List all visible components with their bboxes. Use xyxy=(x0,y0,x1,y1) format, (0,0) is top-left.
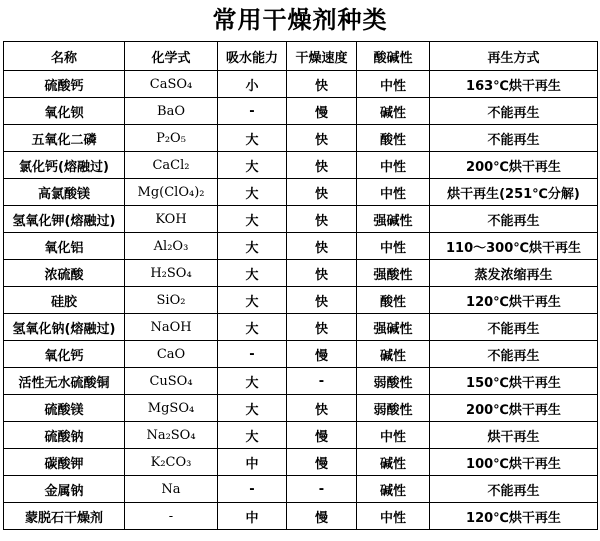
cell-acidity: 酸性 xyxy=(357,125,430,152)
desiccant-table xyxy=(3,41,598,530)
table-row xyxy=(4,233,598,260)
cell-name: 硫酸钙 xyxy=(4,71,125,98)
cell-regen: 不能再生 xyxy=(430,341,598,368)
cell-acidity: 中性 xyxy=(357,422,430,449)
cell-formula: H₂SO₄ xyxy=(125,260,218,287)
cell-name: 硅胶 xyxy=(4,287,125,314)
cell-name: 活性无水硫酸铜 xyxy=(4,368,125,395)
cell-speed: 快 xyxy=(287,395,357,422)
cell-speed: 快 xyxy=(287,152,357,179)
cell-speed: 快 xyxy=(287,260,357,287)
table-row xyxy=(4,422,598,449)
cell-absorb: 大 xyxy=(218,152,287,179)
cell-absorb: 大 xyxy=(218,233,287,260)
cell-regen: 不能再生 xyxy=(430,125,598,152)
cell-absorb: 大 xyxy=(218,179,287,206)
cell-formula: CaSO₄ xyxy=(125,71,218,98)
cell-regen: 不能再生 xyxy=(430,314,598,341)
table-header xyxy=(4,42,598,71)
cell-acidity: 酸性 xyxy=(357,287,430,314)
cell-regen: 烘干再生(251℃分解) xyxy=(430,179,598,206)
cell-name: 浓硫酸 xyxy=(4,260,125,287)
table-row xyxy=(4,179,598,206)
cell-speed: 快 xyxy=(287,179,357,206)
cell-regen: 200℃烘干再生 xyxy=(430,395,598,422)
cell-formula: Na xyxy=(125,476,218,503)
table-row xyxy=(4,71,598,98)
cell-name: 氢氧化钾(熔融过) xyxy=(4,206,125,233)
cell-formula: - xyxy=(125,503,218,530)
cell-name: 氢氧化钠(熔融过) xyxy=(4,314,125,341)
cell-absorb: 小 xyxy=(218,71,287,98)
cell-absorb: 大 xyxy=(218,287,287,314)
cell-regen: 不能再生 xyxy=(430,476,598,503)
cell-absorb: 大 xyxy=(218,260,287,287)
table-row xyxy=(4,503,598,530)
header-absorb: 吸水能力 xyxy=(218,42,287,71)
cell-regen: 120℃烘干再生 xyxy=(430,287,598,314)
cell-name: 氧化钡 xyxy=(4,98,125,125)
table-row xyxy=(4,341,598,368)
cell-regen: 烘干再生 xyxy=(430,422,598,449)
cell-absorb: 大 xyxy=(218,206,287,233)
cell-speed: 快 xyxy=(287,125,357,152)
cell-regen: 100℃烘干再生 xyxy=(430,449,598,476)
cell-speed: - xyxy=(287,476,357,503)
cell-formula: CuSO₄ xyxy=(125,368,218,395)
table-row xyxy=(4,449,598,476)
cell-acidity: 弱酸性 xyxy=(357,395,430,422)
cell-name: 氯化钙(熔融过) xyxy=(4,152,125,179)
cell-formula: Mg(ClO₄)₂ xyxy=(125,179,218,206)
cell-acidity: 强碱性 xyxy=(357,206,430,233)
cell-regen: 蒸发浓缩再生 xyxy=(430,260,598,287)
cell-name: 金属钠 xyxy=(4,476,125,503)
cell-acidity: 中性 xyxy=(357,152,430,179)
table-row xyxy=(4,314,598,341)
cell-name: 氧化钙 xyxy=(4,341,125,368)
header-speed: 干燥速度 xyxy=(287,42,357,71)
cell-name: 高氯酸镁 xyxy=(4,179,125,206)
cell-speed: 慢 xyxy=(287,422,357,449)
table-row xyxy=(4,287,598,314)
table-row xyxy=(4,368,598,395)
cell-regen: 120℃烘干再生 xyxy=(430,503,598,530)
header-name: 名称 xyxy=(4,42,125,71)
cell-speed: 慢 xyxy=(287,449,357,476)
header-formula: 化学式 xyxy=(125,42,218,71)
cell-speed: 快 xyxy=(287,314,357,341)
cell-regen: 不能再生 xyxy=(430,98,598,125)
cell-formula: CaO xyxy=(125,341,218,368)
cell-absorb: - xyxy=(218,476,287,503)
cell-name: 硫酸钠 xyxy=(4,422,125,449)
cell-acidity: 强碱性 xyxy=(357,314,430,341)
cell-acidity: 中性 xyxy=(357,179,430,206)
cell-acidity: 强酸性 xyxy=(357,260,430,287)
cell-regen: 110～300℃烘干再生 xyxy=(430,233,598,260)
cell-acidity: 碱性 xyxy=(357,98,430,125)
header-acidity: 酸碱性 xyxy=(357,42,430,71)
cell-regen: 200℃烘干再生 xyxy=(430,152,598,179)
cell-formula: CaCl₂ xyxy=(125,152,218,179)
cell-name: 硫酸镁 xyxy=(4,395,125,422)
cell-acidity: 中性 xyxy=(357,233,430,260)
cell-formula: P₂O₅ xyxy=(125,125,218,152)
cell-speed: 慢 xyxy=(287,503,357,530)
table-row xyxy=(4,98,598,125)
table-row xyxy=(4,152,598,179)
cell-speed: 快 xyxy=(287,287,357,314)
cell-name: 五氧化二磷 xyxy=(4,125,125,152)
table-row xyxy=(4,125,598,152)
cell-formula: MgSO₄ xyxy=(125,395,218,422)
table-row xyxy=(4,476,598,503)
header-row xyxy=(4,42,598,71)
cell-acidity: 中性 xyxy=(357,503,430,530)
cell-regen: 不能再生 xyxy=(430,206,598,233)
cell-acidity: 碱性 xyxy=(357,476,430,503)
cell-absorb: 大 xyxy=(218,395,287,422)
cell-absorb: 中 xyxy=(218,449,287,476)
cell-formula: KOH xyxy=(125,206,218,233)
cell-acidity: 中性 xyxy=(357,71,430,98)
cell-speed: 快 xyxy=(287,71,357,98)
cell-speed: - xyxy=(287,368,357,395)
table-row xyxy=(4,206,598,233)
cell-absorb: - xyxy=(218,341,287,368)
cell-name: 氧化铝 xyxy=(4,233,125,260)
cell-speed: 慢 xyxy=(287,341,357,368)
cell-speed: 慢 xyxy=(287,98,357,125)
cell-absorb: 大 xyxy=(218,368,287,395)
cell-absorb: 大 xyxy=(218,314,287,341)
cell-formula: NaOH xyxy=(125,314,218,341)
table-body xyxy=(4,71,598,530)
cell-absorb: 大 xyxy=(218,422,287,449)
cell-regen: 163℃烘干再生 xyxy=(430,71,598,98)
cell-absorb: 大 xyxy=(218,125,287,152)
cell-absorb: - xyxy=(218,98,287,125)
cell-formula: Na₂SO₄ xyxy=(125,422,218,449)
cell-name: 蒙脱石干燥剂 xyxy=(4,503,125,530)
cell-regen: 150℃烘干再生 xyxy=(430,368,598,395)
cell-acidity: 碱性 xyxy=(357,341,430,368)
cell-formula: Al₂O₃ xyxy=(125,233,218,260)
cell-speed: 快 xyxy=(287,206,357,233)
table-row xyxy=(4,395,598,422)
header-regen: 再生方式 xyxy=(430,42,598,71)
table-row xyxy=(4,260,598,287)
cell-formula: K₂CO₃ xyxy=(125,449,218,476)
page-title: 常用干燥剂种类 xyxy=(212,6,388,34)
cell-formula: SiO₂ xyxy=(125,287,218,314)
cell-name: 碳酸钾 xyxy=(4,449,125,476)
cell-acidity: 碱性 xyxy=(357,449,430,476)
cell-speed: 快 xyxy=(287,233,357,260)
cell-formula: BaO xyxy=(125,98,218,125)
cell-absorb: 中 xyxy=(218,503,287,530)
cell-acidity: 弱酸性 xyxy=(357,368,430,395)
